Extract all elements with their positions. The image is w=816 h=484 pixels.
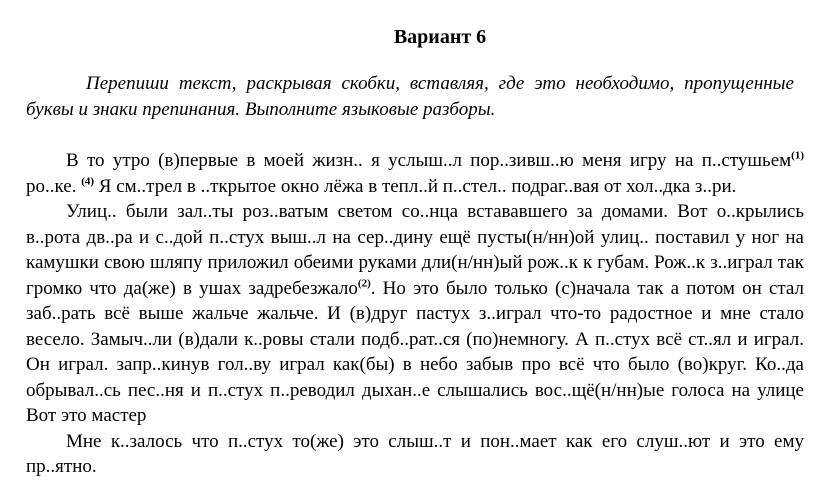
paragraph-3-text: Мне к..залось что п..стух то(же) это слыш..т и пон..мает как его слуш..ют и это ему пр..ятно. — [26, 430, 804, 477]
footnote-marker-1: (1) — [791, 149, 804, 162]
paragraph-3 — [26, 429, 804, 480]
paragraph-2-text-a: Улиц.. были зал..ты роз..ватым светом со..нца встававшего за домами. Вот о..крылись в..рота дв..ра и с..дой п..стух выш..л на сер..дину ещё пусты(н/нн)ой улиц.. поставил у ног на камушки свою шляпу приложил обеими руками дли(н/нн)ый рож..к к губам. Рож..к з..играл так громко что да(же) в ушах задребезжало — [26, 201, 804, 299]
paragraph-1-text-a: В то утро (в)первые в моей жизн.. я услыш..л пор..зивш..ю меня игру на п..стушьем — [66, 150, 792, 171]
paragraph-2-text-b: . Но это было только (с)начала так а потом он стал заб..рать всё выше жальче жальче. И (в)друг пастух з..играл что-то радостное и мне стало весело. Замыч..ли (в)дали к..ровы стали подб..рат..ся (по)немногу. А п..стух всё ст..ял и играл. Он играл. запр..кинув гол..ву играл как(бы) в небо забыв про всё что было (во)круг. Ко..да обрывал..сь пес..ня и п..стух п..реводил дыхан..е слышались вос..щё(н/нн)ые голоса на улице Вот это мастер — [26, 277, 804, 426]
exercise-text — [26, 148, 804, 480]
task-instructions: Перепиши текст, раскрывая скобки, вставляя, где это необходимо, пропущенные буквы и знаки препинания. Выполните языковые разборы. — [26, 73, 794, 120]
paragraph-2 — [26, 199, 804, 429]
footnote-marker-2: (2) — [357, 277, 371, 290]
page-title: Вариант 6 — [393, 26, 487, 48]
footnote-marker-4: (4) — [81, 175, 95, 188]
paragraph-1-text-c: Я см..трел в ..ткрытое окно лёжа в тепл..й п..стел.. подраг..вая от хол..дка з..ри. — [94, 175, 737, 197]
paragraph-1-text-b: ро..ке. — [26, 175, 82, 197]
paragraph-1 — [26, 148, 804, 199]
